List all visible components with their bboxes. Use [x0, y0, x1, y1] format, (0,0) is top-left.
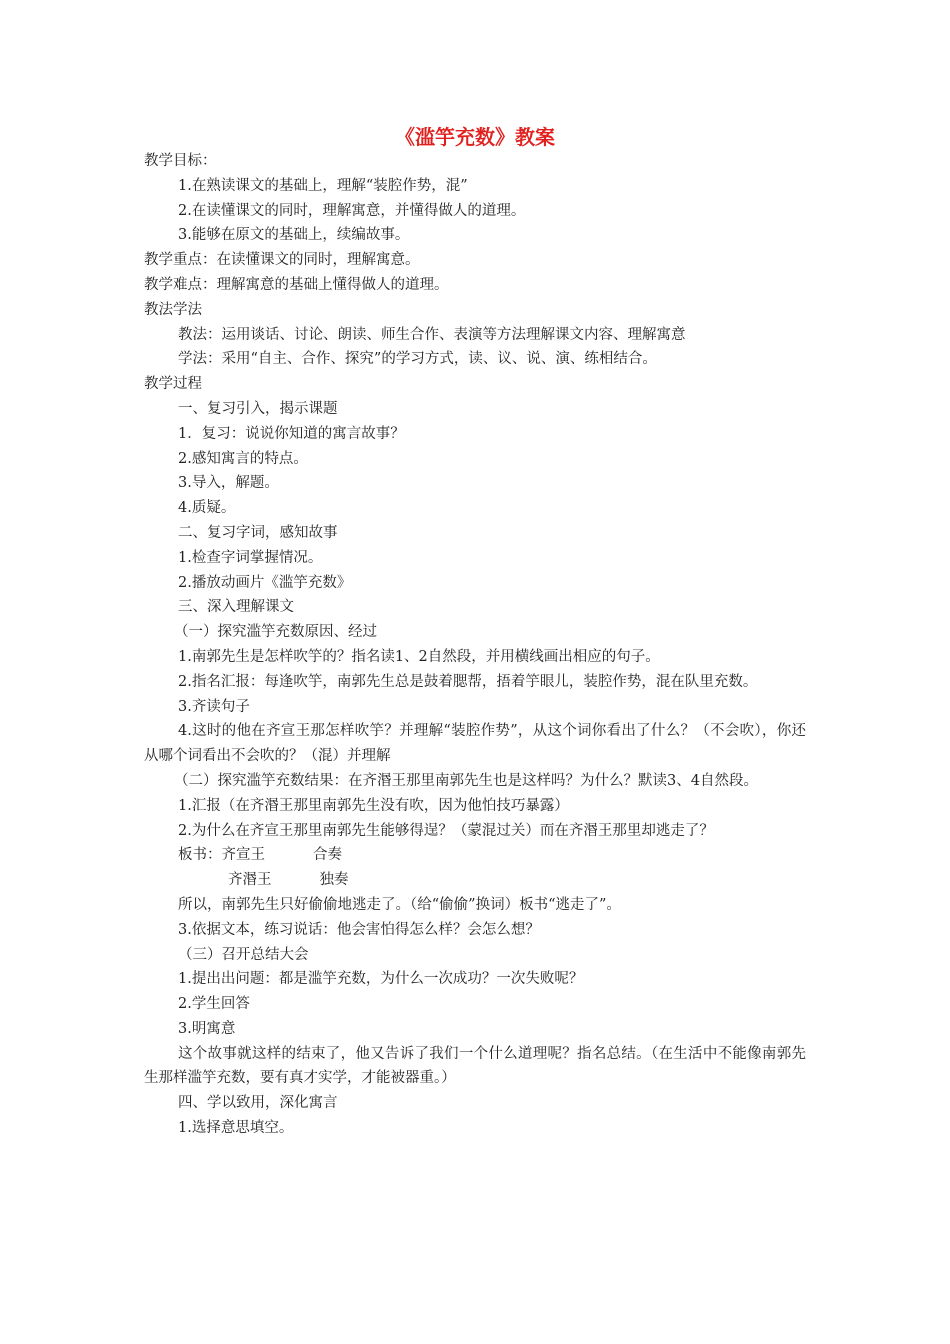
list-item: 3.齐读句子 [178, 698, 250, 715]
subsection-heading: （一）探究滥竽充数原因、经过 [174, 624, 377, 641]
board-conclusion: 所以，南郭先生只好偷偷地逃走了。（给“偷偷”换词）板书“逃走了”。 [178, 896, 621, 913]
goal-item: 3.能够在原文的基础上，续编故事。 [178, 227, 410, 244]
list-item: 2.指名汇报：每逢吹竽，南郭先生总是鼓着腮帮，捂着竽眼儿，装腔作势，混在队里充数。 [178, 673, 758, 690]
goal-item: 2.在读懂课文的同时，理解寓意，并懂得做人的道理。 [178, 202, 526, 219]
section-heading: 一、复习引入，揭示课题 [178, 400, 338, 417]
subsection-heading: （三）召开总结大会 [178, 946, 309, 963]
list-item: 3.依据文本，练习说话：他会害怕得怎么样？会怎么想？ [178, 921, 540, 938]
learning-method: 学法：采用“自主、合作、探究”的学习方式，读、议、说、演、练相结合。 [178, 351, 657, 368]
board-king: 齐湣王 [228, 872, 272, 889]
list-item: 2.感知寓言的特点。 [178, 450, 308, 467]
list-item: 1.南郭先生是怎样吹竽的？指名读1、2自然段，并用横线画出相应的句子。 [178, 648, 660, 665]
list-item: 2.播放动画片《滥竽充数》 [178, 574, 352, 591]
process-heading: 教学过程 [144, 376, 202, 393]
list-item: 2.学生回答 [178, 996, 250, 1013]
goal-item: 1.在熟读课文的基础上，理解“装腔作势，混” [178, 177, 468, 194]
list-item: 3.明寓意 [178, 1020, 236, 1037]
key-point: 教学重点：在读懂课文的同时，理解寓意。 [144, 252, 420, 269]
document-title: 《滥竽充数》教案 [395, 125, 555, 149]
board-row [144, 868, 806, 893]
section-heading: 二、复习字词，感知故事 [178, 524, 338, 541]
list-item: 1.检查字词掌握情况。 [178, 549, 323, 566]
document-body [144, 149, 806, 1141]
difficulty: 教学难点：理解寓意的基础上懂得做人的道理。 [144, 276, 449, 293]
board-row [144, 843, 806, 868]
list-item: 4.这时的他在齐宣王那怎样吹竽？并理解“装腔作势”，从这个词你看出了什么？（不会吹），你还从哪个词看出不会吹的？（混）并理解 [144, 723, 806, 765]
list-item: 4.质疑。 [178, 500, 236, 517]
list-item: 1.汇报（在齐湣王那里南郭先生没有吹，因为他怕技巧暴露） [178, 797, 569, 814]
list-item: 2.为什么在齐宣王那里南郭先生能够得逞？（蒙混过关）而在齐湣王那里却逃走了？ [178, 822, 714, 839]
list-item: 1．复习：说说你知道的寓言故事？ [178, 425, 405, 442]
board-king: 齐宣王 [221, 847, 265, 864]
board-play: 独奏 [319, 872, 349, 889]
teaching-method: 教法：运用谈话、讨论、朗读、师生合作、表演等方法理解课文内容、理解寓意 [178, 326, 686, 343]
list-item: 1.提出出问题：都是滥竽充数，为什么一次成功？一次失败呢？ [178, 971, 584, 988]
board-play: 合奏 [313, 847, 342, 864]
list-item: 1.选择意思填空。 [178, 1120, 294, 1137]
subsection-heading: （二）探究滥竽充数结果：在齐湣王那里南郭先生也是这样吗？为什么？默读3、4自然段。 [174, 772, 758, 789]
list-item: 3.导入，解题。 [178, 475, 279, 492]
summary-paragraph: 这个故事就这样的结束了，他又告诉了我们一个什么道理呢？指名总结。（在生活中不能像南郭先生那样滥竽充数，要有真才实学，才能被器重。） [144, 1045, 806, 1087]
section-heading: 三、深入理解课文 [178, 599, 294, 616]
goals-heading: 教学目标： [144, 153, 217, 169]
section-heading: 四、学以致用，深化寓言 [178, 1095, 338, 1112]
methods-heading: 教法学法 [144, 301, 202, 318]
board-label: 板书： [178, 847, 222, 864]
